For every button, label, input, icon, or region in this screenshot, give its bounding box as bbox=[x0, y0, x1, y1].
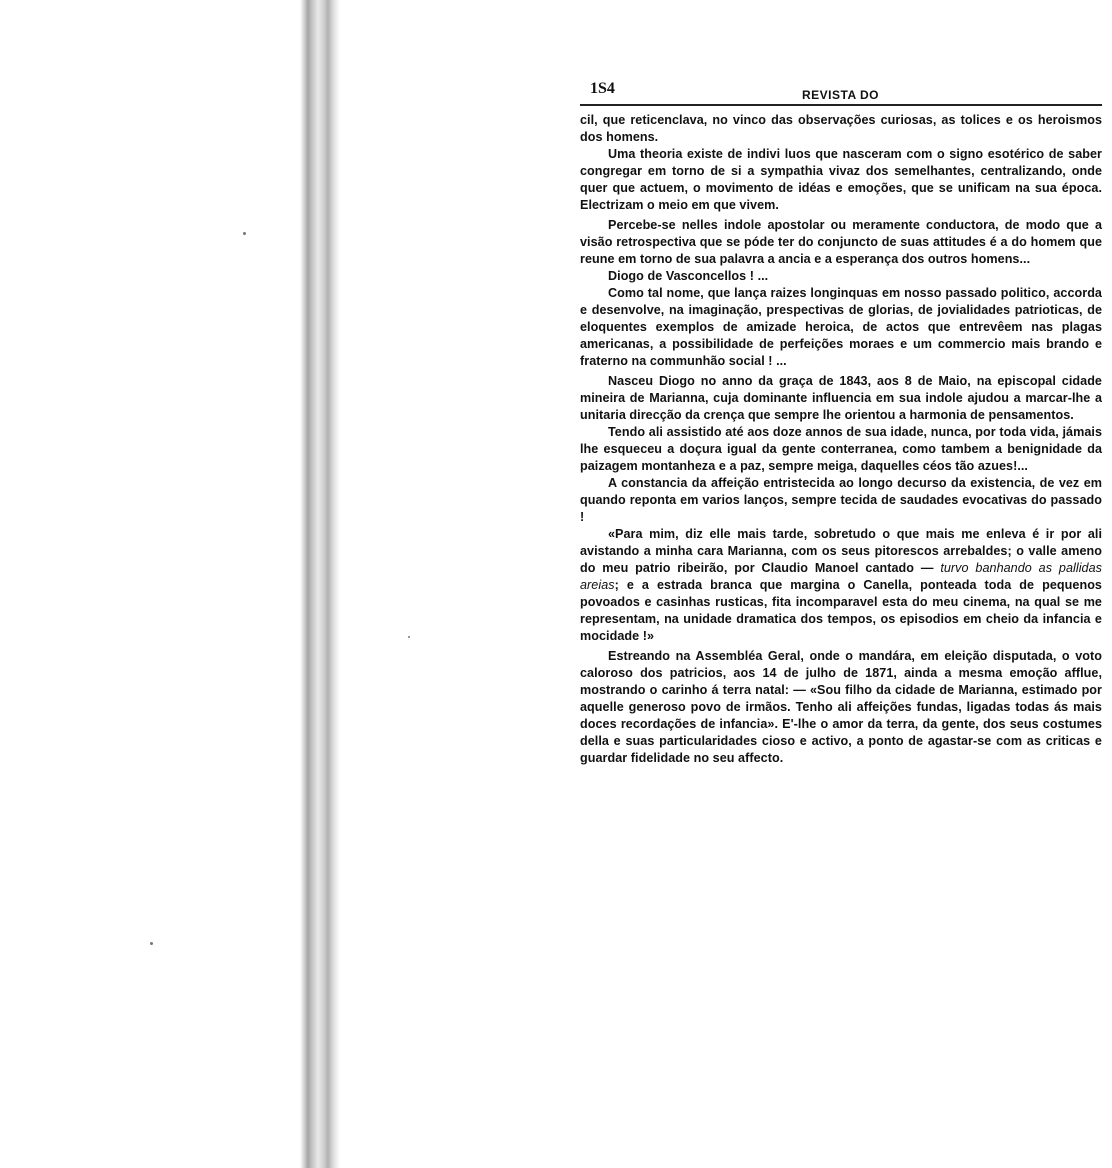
quote-text: «Para mim, diz elle mais tarde, sobretudo o que mais me enleva é ir por ali avistando a minha cara Marianna, com os seus pitorescos arrebaldes; o valle ameno do meu patrio ribeirão, por Claudio Manoel cantado — bbox=[580, 527, 1102, 575]
paragraph: Tendo ali assistido até aos doze annos de sua idade, nunca, por toda vida, jámais lhe esqueceu a doçura igual da gente conterranea, como tambem a benignidade da paizagem montanheza e a paz, sempre meiga, daquelles céos tão azues!... bbox=[580, 425, 1102, 473]
running-title: REVISTA DO bbox=[802, 88, 880, 102]
paragraph: Uma theoria existe de indivi luos que nasceram com o signo esotérico de saber congregar em torno de si a sympathia vivaz dos semelhantes, centralizando, onde quer que actuem, o movimento de idéas e emoções, que se unificam na sua época. Electrizam o meio em que vivem. bbox=[580, 147, 1102, 212]
quote-italic-verse: turvo banhando as pallidas areias bbox=[580, 561, 1102, 592]
paragraph: Estreando na Assembléa Geral, onde o mandára, em eleição disputada, o voto caloroso dos patricios, aos 14 de julho de 1871, ainda a mesma emoção afflue, mostrando o carinho á terra natal: — «Sou filho da cidade de Marianna, estimado por aquelle generoso povo de irmãos. Tenho ali affeições fundas, ligadas todas ás mais doces recordações de infancia». E'-lhe o amor da terra, da gente, dos seus costumes della e suas particularidades cioso e activo, a ponto de agastar-se com as criticas e guardar fidelidade no seu affecto. bbox=[580, 649, 1102, 765]
scan-speck bbox=[150, 942, 153, 945]
paragraph: Percebe-se nelles indole apostolar ou meramente conductora, de modo que a visão retrospectiva que se póde ter do conjuncto de suas attitudes é a do homem que reune em torno de sua palavra a ancia e a esperança dos outros homens... bbox=[580, 218, 1102, 266]
scan-speck bbox=[408, 636, 410, 638]
paragraph: Como tal nome, que lança raizes longinquas em nosso passado politico, accorda e desenvolve, na imaginação, prespectivas de glorias, de jovialidades patrioticas, de eloquentes exemplos de amizade heroica, de actos que entrevêem nas plagas americanas, a possibilidade de perfeições moraes e um commercio mais brando e fraterno na communhão social ! ... bbox=[580, 286, 1102, 368]
page-number: 1S4 bbox=[590, 80, 615, 97]
binding-gutter-shadow bbox=[300, 0, 340, 1168]
scan-speck bbox=[243, 232, 246, 235]
article-body bbox=[580, 112, 1102, 767]
paragraph: Nasceu Diogo no anno da graça de 1843, aos 8 de Maio, na episcopal cidade mineira de Marianna, cuja dominante influencia em sua indole ajudou a marcar-lhe a unitaria direcção da crença que sempre lhe orientou a harmonia de pensamentos. bbox=[580, 374, 1102, 422]
quote-paragraph bbox=[580, 526, 1102, 645]
running-head bbox=[580, 80, 1102, 106]
quote-text: ; e a estrada branca que margina o Canella, ponteada toda de pequenos povoados e casinhas rusticas, fita incomparavel esta do meu cinema, na qual se me representam, na unidade dramatica dos tempos, os episodios em cheio da infancia e mocidade !» bbox=[580, 578, 1102, 643]
paragraph: Diogo de Vasconcellos ! ... bbox=[608, 269, 769, 283]
paragraph: cil, que reticenclava, no vinco das observações curiosas, as tolices e os heroismos dos homens. bbox=[580, 113, 1102, 144]
paragraph: A constancia da affeição entristecida ao longo decurso da existencia, de vez em quando reponta em varios lanços, sempre tecida de saudades evocativas do passado ! bbox=[580, 476, 1102, 524]
book-page bbox=[580, 80, 1102, 767]
